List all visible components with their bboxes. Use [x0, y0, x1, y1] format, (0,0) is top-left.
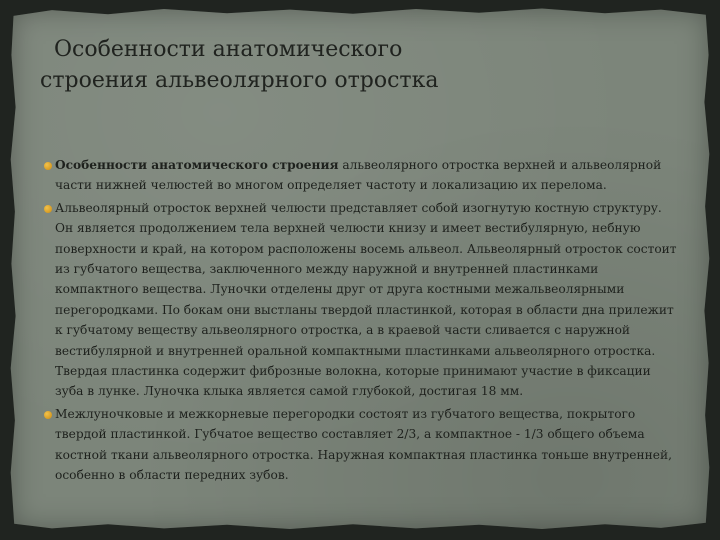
- bullet-dot-icon: [44, 205, 52, 213]
- bullet-1-bold-text: Особенности анатомического строения: [55, 158, 339, 172]
- slide-content: [44, 155, 680, 488]
- bullet-paragraph-1: [44, 155, 680, 196]
- title-line-1: Особенности анатомического: [54, 37, 403, 62]
- bullet-dot-icon: [44, 411, 52, 419]
- bullet-3-text: Межлуночковые и межкорневые перегородки состоят из губчатого вещества, покрытого твердой пластинкой. Губчатое вещество составляет 2/3, а компактное - 1/3 общего объема костной ткани альвеолярного отростка. Наружная компактная пластинка тоньше внутренней, особенно в области передних зубов.: [55, 406, 672, 483]
- bullet-paragraph-3: [44, 404, 680, 486]
- title-line-2: строения альвеолярного отростка: [40, 68, 439, 93]
- slide-title: [40, 34, 680, 96]
- bullet-1-text: альвеолярного отростка верхней и альвеолярной части нижней челюстей во многом определяет частоту и локализацию их перелома.: [55, 158, 662, 193]
- bullet-dot-icon: [44, 162, 52, 170]
- bullet-2-text: Альвеолярный отросток верхней челюсти представляет собой изогнутую костную структуру. Он является продолжением тела верхней челюсти книзу и имеет вестибулярную, небную поверхности и край, на котором расположены восемь альвеол. Альвеолярный отросток состоит из губчатого вещества, заключенного между наружной и внутренней пластинками компактного вещества. Луночки отделены друг от друга костными межальвеолярными перегородками. По бокам они выстланы твердой пластинкой, которая в области дна прилежит к губчатому веществу альвеолярного отростка, а в краевой части сливается с наружной вестибулярной и внутренней оральной компактными пластинками альвеолярного отростка. Твердая пластинка содержит фиброзные волокна, которые принимают участие в фиксации зуба в лунке. Луночка клыка является самой глубокой, достигая 18 мм.: [55, 200, 677, 399]
- bullet-paragraph-2: [44, 198, 680, 402]
